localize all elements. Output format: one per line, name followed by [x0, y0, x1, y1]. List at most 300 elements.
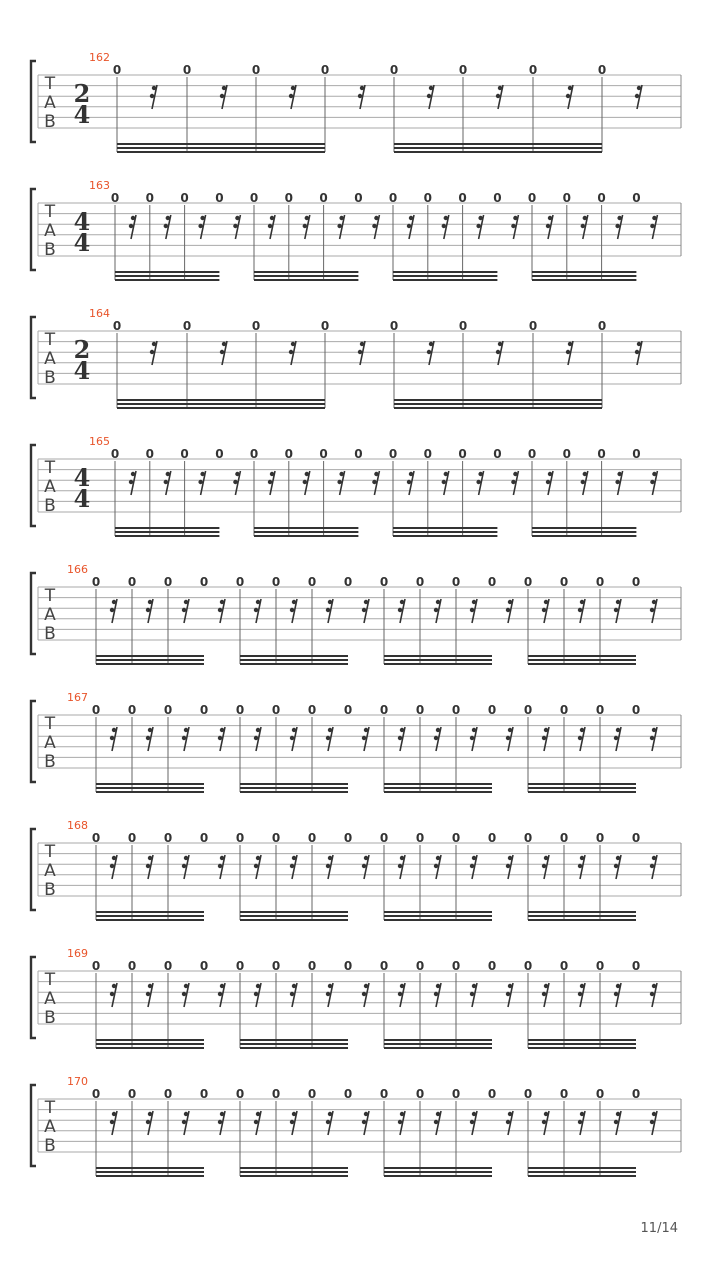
- fret-number: 0: [180, 447, 189, 461]
- rest-flag-dot: [184, 856, 188, 860]
- rest-flag-dot: [184, 1112, 188, 1116]
- rest-flag-dot: [326, 1120, 330, 1124]
- rest-flag-dot: [305, 472, 309, 476]
- system-bracket: [31, 189, 36, 270]
- rest-flag-dot: [220, 728, 224, 732]
- rest-flag-dot: [650, 608, 654, 612]
- rest-flag-dot: [131, 216, 135, 220]
- rest-flag-dot: [400, 1112, 404, 1116]
- rest-flag-dot: [580, 984, 584, 988]
- rest-flag-dot: [427, 94, 431, 98]
- fret-number: 0: [343, 959, 353, 973]
- rest-flag-dot: [508, 984, 512, 988]
- rest-flag-dot: [513, 216, 517, 220]
- rest-flag-dot: [498, 86, 502, 90]
- tab-clef-letter: B: [44, 1136, 56, 1156]
- fret-number: 0: [523, 1087, 533, 1101]
- fret-number: 0: [451, 703, 461, 717]
- fret-number: 0: [127, 959, 137, 973]
- rest-flag-dot: [148, 1112, 152, 1116]
- rest-flag-dot: [372, 224, 376, 228]
- tab-clef-letter: T: [44, 842, 56, 862]
- fret-number: 0: [284, 191, 293, 205]
- fret-number: 0: [271, 831, 281, 845]
- rest-flag-dot: [580, 728, 584, 732]
- fret-number: 0: [493, 447, 502, 461]
- fret-number: 0: [423, 191, 432, 205]
- rest-flag-dot: [566, 94, 570, 98]
- rest-flag-dot: [364, 984, 368, 988]
- fret-number: 0: [163, 831, 173, 845]
- tab-system: [31, 819, 681, 920]
- rest-flag-dot: [326, 992, 330, 996]
- fret-number: 0: [307, 703, 317, 717]
- fret-number: 0: [91, 831, 101, 845]
- rest-flag-dot: [546, 480, 550, 484]
- rest-flag-dot: [617, 216, 621, 220]
- rest-flag-dot: [233, 224, 237, 228]
- fret-number: 0: [307, 959, 317, 973]
- rest-flag-dot: [364, 1112, 368, 1116]
- rest-flag-dot: [129, 480, 133, 484]
- fret-number: 0: [451, 1087, 461, 1101]
- rest-flag-dot: [470, 992, 474, 996]
- measure-number: 167: [67, 691, 88, 704]
- rest-flag-dot: [112, 1112, 116, 1116]
- tab-clef-letter: T: [44, 1098, 56, 1118]
- fret-number: 0: [343, 1087, 353, 1101]
- rest-flag-dot: [652, 984, 656, 988]
- rest-flag-dot: [650, 480, 654, 484]
- rest-flag-dot: [652, 856, 656, 860]
- rest-flag-dot: [337, 224, 341, 228]
- rest-flag-dot: [617, 472, 621, 476]
- rest-flag-dot: [328, 856, 332, 860]
- fret-number: 0: [631, 1087, 641, 1101]
- rest-flag-dot: [184, 728, 188, 732]
- fret-number: 0: [112, 63, 122, 77]
- rest-flag-dot: [470, 1120, 474, 1124]
- rest-flag-dot: [303, 480, 307, 484]
- measure-number: 166: [67, 563, 88, 576]
- rest-flag-dot: [112, 728, 116, 732]
- rest-flag-dot: [652, 216, 656, 220]
- fret-number: 0: [163, 959, 173, 973]
- fret-number: 0: [423, 447, 432, 461]
- rest-flag-dot: [112, 856, 116, 860]
- rest-flag-dot: [362, 608, 366, 612]
- fret-number: 0: [379, 831, 389, 845]
- rest-flag-dot: [398, 1120, 402, 1124]
- fret-number: 0: [163, 575, 173, 589]
- rest-flag-dot: [544, 600, 548, 604]
- fret-number: 0: [523, 959, 533, 973]
- rest-flag-dot: [581, 224, 585, 228]
- rest-flag-dot: [442, 480, 446, 484]
- fret-number: 0: [415, 575, 425, 589]
- fret-number: 0: [597, 319, 607, 333]
- rest-flag-dot: [148, 856, 152, 860]
- rest-flag-dot: [548, 216, 552, 220]
- fret-number: 0: [487, 575, 497, 589]
- rest-flag-dot: [472, 1112, 476, 1116]
- tab-clef-letter: B: [44, 496, 56, 516]
- rest-flag-dot: [339, 216, 343, 220]
- rest-flag-dot: [256, 984, 260, 988]
- system-bracket: [31, 829, 36, 910]
- fret-number: 0: [235, 703, 245, 717]
- fret-number: 0: [379, 703, 389, 717]
- fret-number: 0: [320, 319, 330, 333]
- rest-flag-dot: [292, 856, 296, 860]
- measure-number: 169: [67, 947, 88, 960]
- fret-number: 0: [235, 831, 245, 845]
- rest-flag-dot: [614, 608, 618, 612]
- rest-flag-dot: [472, 600, 476, 604]
- rest-flag-dot: [303, 224, 307, 228]
- rest-flag-dot: [429, 86, 433, 90]
- rest-flag-dot: [131, 472, 135, 476]
- rest-flag-dot: [164, 480, 168, 484]
- rest-flag-dot: [110, 736, 114, 740]
- fret-number: 0: [528, 319, 538, 333]
- rest-flag-dot: [328, 728, 332, 732]
- time-signature-top: 4: [73, 207, 91, 236]
- fret-number: 0: [415, 703, 425, 717]
- fret-number: 0: [145, 447, 154, 461]
- page-number: 11/14: [640, 1221, 678, 1236]
- time-signature-bottom: 4: [73, 228, 91, 257]
- rest-flag-dot: [616, 984, 620, 988]
- rest-flag-dot: [508, 728, 512, 732]
- rest-flag-dot: [506, 736, 510, 740]
- tab-clef-letter: B: [44, 880, 56, 900]
- rest-flag-dot: [200, 472, 204, 476]
- rest-flag-dot: [218, 1120, 222, 1124]
- measure-number: 165: [89, 435, 110, 448]
- fret-number: 0: [379, 575, 389, 589]
- rest-flag-dot: [472, 984, 476, 988]
- fret-number: 0: [199, 575, 209, 589]
- rest-flag-dot: [339, 472, 343, 476]
- fret-number: 0: [631, 959, 641, 973]
- rest-flag-dot: [650, 224, 654, 228]
- rest-flag-dot: [182, 864, 186, 868]
- rest-flag-dot: [542, 1120, 546, 1124]
- rest-flag-dot: [374, 216, 378, 220]
- rest-flag-dot: [398, 992, 402, 996]
- rest-flag-dot: [511, 224, 515, 228]
- fret-number: 0: [388, 191, 398, 205]
- fret-number: 0: [271, 703, 281, 717]
- rest-flag-dot: [442, 224, 446, 228]
- rest-flag-dot: [235, 216, 239, 220]
- fret-number: 0: [343, 703, 353, 717]
- rest-flag-dot: [254, 1120, 258, 1124]
- rest-flag-dot: [544, 728, 548, 732]
- rest-flag-dot: [637, 342, 641, 346]
- rest-flag-dot: [182, 736, 186, 740]
- fret-number: 0: [415, 1087, 425, 1101]
- rest-flag-dot: [146, 992, 150, 996]
- rest-flag-dot: [372, 480, 376, 484]
- rest-flag-dot: [470, 608, 474, 612]
- tab-clef-letter: A: [44, 221, 56, 241]
- rest-flag-dot: [472, 728, 476, 732]
- measure-number: 168: [67, 819, 88, 832]
- rest-flag-dot: [506, 608, 510, 612]
- fret-number: 0: [451, 831, 461, 845]
- rest-flag-dot: [360, 86, 364, 90]
- rest-flag-dot: [506, 1120, 510, 1124]
- fret-number: 0: [307, 1087, 317, 1101]
- fret-number: 0: [127, 831, 137, 845]
- fret-number: 0: [559, 703, 569, 717]
- rest-flag-dot: [506, 864, 510, 868]
- fret-number: 0: [528, 63, 538, 77]
- fret-number: 0: [180, 191, 189, 205]
- fret-number: 0: [527, 191, 537, 205]
- tab-clef-letter: B: [44, 368, 56, 388]
- tab-clef-letter: A: [44, 861, 56, 881]
- fret-number: 0: [127, 575, 137, 589]
- rest-flag-dot: [150, 94, 154, 98]
- tab-clef-letter: A: [44, 477, 56, 497]
- rest-flag-dot: [328, 984, 332, 988]
- fret-number: 0: [559, 575, 569, 589]
- rest-flag-dot: [182, 608, 186, 612]
- rest-flag-dot: [398, 608, 402, 612]
- rest-flag-dot: [427, 350, 431, 354]
- tab-clef-letter: A: [44, 733, 56, 753]
- rest-flag-dot: [637, 86, 641, 90]
- rest-flag-dot: [542, 736, 546, 740]
- tab-clef-letter: T: [44, 714, 56, 734]
- rest-flag-dot: [407, 224, 411, 228]
- rest-flag-dot: [650, 992, 654, 996]
- rest-flag-dot: [292, 984, 296, 988]
- rest-flag-dot: [635, 94, 639, 98]
- rest-flag-dot: [110, 992, 114, 996]
- fret-number: 0: [597, 191, 606, 205]
- fret-number: 0: [235, 575, 245, 589]
- fret-number: 0: [251, 63, 261, 77]
- fret-number: 0: [91, 1087, 101, 1101]
- rest-flag-dot: [184, 984, 188, 988]
- rest-flag-dot: [290, 864, 294, 868]
- rest-flag-dot: [434, 1120, 438, 1124]
- rest-flag-dot: [268, 224, 272, 228]
- rest-flag-dot: [198, 224, 202, 228]
- rest-flag-dot: [614, 1120, 618, 1124]
- rest-flag-dot: [578, 608, 582, 612]
- fret-number: 0: [163, 1087, 173, 1101]
- rest-flag-dot: [616, 1112, 620, 1116]
- rest-flag-dot: [542, 864, 546, 868]
- rest-flag-dot: [578, 1120, 582, 1124]
- rest-flag-dot: [470, 864, 474, 868]
- rest-flag-dot: [292, 728, 296, 732]
- rest-flag-dot: [222, 342, 226, 346]
- fret-number: 0: [199, 959, 209, 973]
- rest-flag-dot: [650, 864, 654, 868]
- fret-number: 0: [559, 831, 569, 845]
- fret-number: 0: [182, 63, 192, 77]
- fret-number: 0: [493, 191, 502, 205]
- rest-flag-dot: [152, 86, 156, 90]
- rest-flag-dot: [436, 1112, 440, 1116]
- tab-clef-letter: A: [44, 1117, 56, 1137]
- fret-number: 0: [632, 191, 641, 205]
- rest-flag-dot: [326, 608, 330, 612]
- fret-number: 0: [631, 831, 641, 845]
- measure-number: 163: [89, 179, 110, 192]
- fret-number: 0: [458, 447, 467, 461]
- fret-number: 0: [597, 63, 607, 77]
- rest-flag-dot: [568, 342, 572, 346]
- rest-flag-dot: [148, 600, 152, 604]
- system-bracket: [31, 957, 36, 1038]
- tab-clef-letter: T: [44, 458, 56, 478]
- tab-clef-letter: B: [44, 240, 56, 260]
- fret-number: 0: [379, 1087, 389, 1101]
- fret-number: 0: [523, 703, 533, 717]
- rest-flag-dot: [568, 86, 572, 90]
- fret-number: 0: [631, 703, 641, 717]
- rest-flag-dot: [220, 94, 224, 98]
- rest-flag-dot: [146, 608, 150, 612]
- measure-number: 164: [89, 307, 110, 320]
- rest-flag-dot: [358, 94, 362, 98]
- fret-number: 0: [632, 447, 641, 461]
- rest-flag-dot: [470, 736, 474, 740]
- rest-flag-dot: [650, 1120, 654, 1124]
- rest-flag-dot: [289, 94, 293, 98]
- rest-flag-dot: [472, 856, 476, 860]
- system-bracket: [31, 61, 36, 142]
- rest-flag-dot: [580, 600, 584, 604]
- rest-flag-dot: [268, 480, 272, 484]
- rest-flag-dot: [220, 600, 224, 604]
- fret-number: 0: [595, 703, 605, 717]
- fret-number: 0: [343, 831, 353, 845]
- tab-clef-letter: T: [44, 586, 56, 606]
- rest-flag-dot: [511, 480, 515, 484]
- rest-flag-dot: [364, 856, 368, 860]
- rest-flag-dot: [152, 342, 156, 346]
- rest-flag-dot: [434, 608, 438, 612]
- tab-clef-letter: A: [44, 989, 56, 1009]
- rest-flag-dot: [409, 472, 413, 476]
- fret-number: 0: [415, 959, 425, 973]
- rest-flag-dot: [146, 736, 150, 740]
- rest-flag-dot: [364, 728, 368, 732]
- fret-number: 0: [487, 1087, 497, 1101]
- fret-number: 0: [110, 447, 120, 461]
- rest-flag-dot: [476, 224, 480, 228]
- rest-flag-dot: [184, 600, 188, 604]
- rest-flag-dot: [652, 728, 656, 732]
- time-signature-top: 2: [73, 335, 91, 364]
- tab-system: [31, 1075, 681, 1176]
- measure-number: 170: [67, 1075, 88, 1088]
- rest-flag-dot: [580, 1112, 584, 1116]
- rest-flag-dot: [233, 480, 237, 484]
- rest-flag-dot: [548, 472, 552, 476]
- rest-flag-dot: [290, 1120, 294, 1124]
- rest-flag-dot: [164, 224, 168, 228]
- rest-flag-dot: [578, 992, 582, 996]
- fret-number: 0: [379, 959, 389, 973]
- rest-flag-dot: [544, 984, 548, 988]
- tab-clef-letter: B: [44, 624, 56, 644]
- rest-flag-dot: [615, 224, 619, 228]
- system-bracket: [31, 573, 36, 654]
- fret-number: 0: [91, 959, 101, 973]
- rest-flag-dot: [358, 350, 362, 354]
- rest-flag-dot: [235, 472, 239, 476]
- rest-flag-dot: [292, 1112, 296, 1116]
- rest-flag-dot: [146, 1120, 150, 1124]
- fret-number: 0: [127, 1087, 137, 1101]
- rest-flag-dot: [513, 472, 517, 476]
- rest-flag-dot: [478, 216, 482, 220]
- time-signature-bottom: 4: [73, 356, 91, 385]
- rest-flag-dot: [270, 472, 274, 476]
- rest-flag-dot: [254, 736, 258, 740]
- fret-number: 0: [487, 703, 497, 717]
- system-bracket: [31, 701, 36, 782]
- rest-flag-dot: [220, 1112, 224, 1116]
- fret-number: 0: [271, 575, 281, 589]
- rest-flag-dot: [407, 480, 411, 484]
- tab-clef-letter: B: [44, 752, 56, 772]
- rest-flag-dot: [614, 864, 618, 868]
- tab-clef-letter: T: [44, 970, 56, 990]
- rest-flag-dot: [222, 86, 226, 90]
- fret-number: 0: [487, 959, 497, 973]
- fret-number: 0: [215, 447, 224, 461]
- rest-flag-dot: [270, 216, 274, 220]
- rest-flag-dot: [256, 600, 260, 604]
- fret-number: 0: [354, 447, 363, 461]
- rest-flag-dot: [614, 736, 618, 740]
- tab-system: [31, 563, 681, 664]
- rest-flag-dot: [150, 350, 154, 354]
- fret-number: 0: [320, 63, 330, 77]
- rest-flag-dot: [508, 600, 512, 604]
- fret-number: 0: [415, 831, 425, 845]
- rest-flag-dot: [292, 600, 296, 604]
- rest-flag-dot: [616, 600, 620, 604]
- rest-flag-dot: [220, 856, 224, 860]
- rest-flag-dot: [544, 1112, 548, 1116]
- rest-flag-dot: [478, 472, 482, 476]
- rest-flag-dot: [650, 736, 654, 740]
- fret-number: 0: [343, 575, 353, 589]
- rest-flag-dot: [291, 342, 295, 346]
- fret-number: 0: [271, 959, 281, 973]
- rest-flag-dot: [305, 216, 309, 220]
- tab-system: [31, 307, 681, 408]
- rest-flag-dot: [362, 736, 366, 740]
- fret-number: 0: [307, 831, 317, 845]
- tab-system: [31, 179, 681, 280]
- fret-number: 0: [388, 447, 398, 461]
- rest-flag-dot: [436, 728, 440, 732]
- rest-flag-dot: [409, 216, 413, 220]
- rest-flag-dot: [326, 864, 330, 868]
